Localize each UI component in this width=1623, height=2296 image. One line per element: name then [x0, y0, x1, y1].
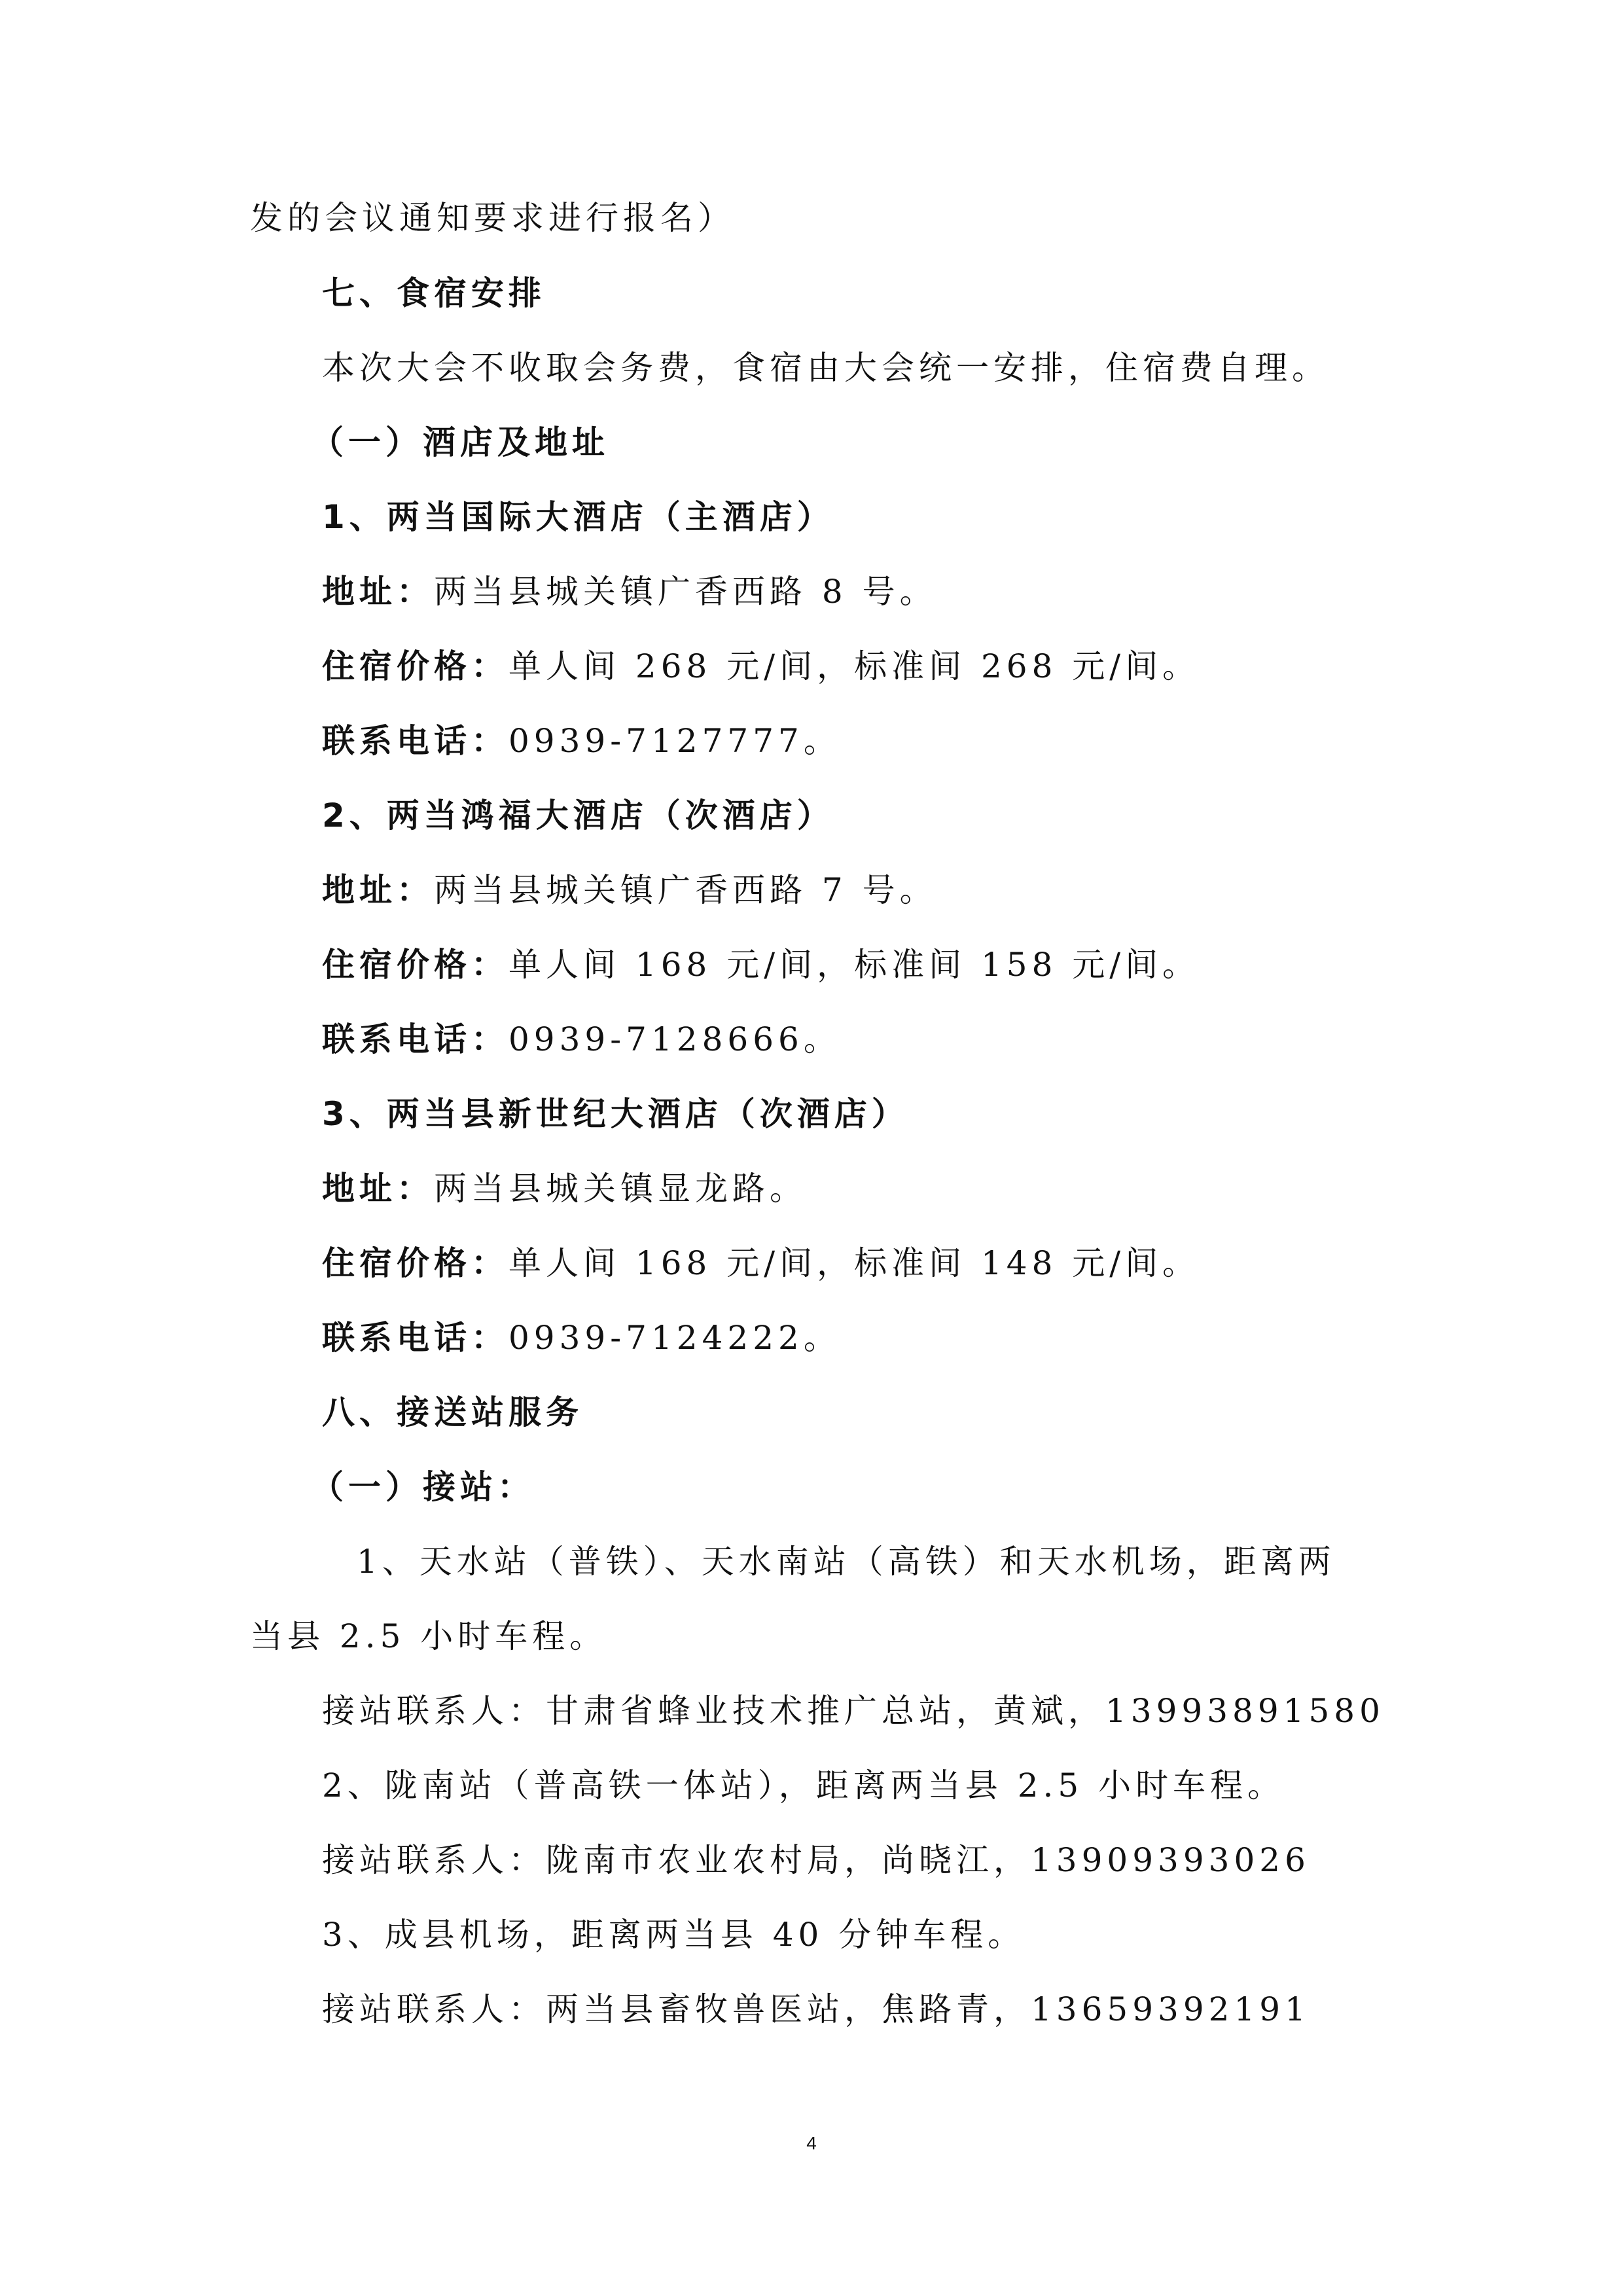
phone-label: 联系电话：	[322, 1319, 508, 1357]
hotel-2-name: 2、两当鸿福大酒店（次酒店）	[322, 797, 834, 834]
pickup-3-contact: 接站联系人：两当县畜牧兽医站，焦路青，13659392191	[322, 1990, 1310, 2028]
price-label: 住宿价格：	[322, 946, 508, 984]
address-value: 两当县城关镇广香西路 7 号。	[434, 871, 937, 909]
hotel-3-name: 3、两当县新世纪大酒店（次酒店）	[322, 1095, 909, 1133]
price-value: 单人间 268 元/间，标准间 268 元/间。	[508, 647, 1200, 685]
subheading-pickup: （一）接站：	[311, 1468, 535, 1506]
address-value: 两当县城关镇广香西路 8 号。	[434, 573, 937, 611]
hotel-1-phone	[322, 718, 841, 764]
hotel-2-address	[322, 867, 937, 913]
section-heading-transfer: 八、接送站服务	[322, 1393, 583, 1431]
price-value: 单人间 168 元/间，标准间 148 元/间。	[508, 1244, 1200, 1282]
pickup-1-contact: 接站联系人：甘肃省蜂业技术推广总站，黄斌，13993891580	[322, 1692, 1385, 1730]
price-value: 单人间 168 元/间，标准间 158 元/间。	[508, 946, 1200, 984]
pickup-3-description: 3、成县机场，距离两当县 40 分钟车程。	[322, 1916, 1026, 1954]
address-label: 地址：	[322, 573, 434, 611]
address-label: 地址：	[322, 1170, 434, 1208]
hotel-3-price	[322, 1240, 1200, 1286]
hotel-1-price	[322, 643, 1200, 689]
hotel-1-address	[322, 569, 937, 615]
pickup-2-contact: 接站联系人：陇南市农业农村局，尚晓江，13909393026	[322, 1841, 1310, 1879]
hotel-2-phone	[322, 1016, 841, 1062]
price-label: 住宿价格：	[322, 1244, 508, 1282]
subheading-hotels: （一）酒店及地址	[311, 423, 609, 461]
hotel-3-address	[322, 1166, 807, 1211]
phone-label: 联系电话：	[322, 722, 508, 760]
section-heading-lodging: 七、食宿安排	[322, 274, 546, 312]
address-value: 两当县城关镇显龙路。	[434, 1170, 807, 1208]
page-number: 4	[806, 2133, 817, 2153]
address-label: 地址：	[322, 871, 434, 909]
hotel-1-name: 1、两当国际大酒店（主酒店）	[322, 498, 834, 536]
phone-label: 联系电话：	[322, 1020, 508, 1058]
phone-value: 0939-7127777。	[508, 722, 841, 760]
continuation-line: 发的会议通知要求进行报名）	[250, 199, 735, 237]
lodging-summary: 本次大会不收取会务费，食宿由大会统一安排，住宿费自理。	[322, 349, 1329, 387]
phone-value: 0939-7124222。	[508, 1319, 841, 1357]
hotel-2-price	[322, 942, 1200, 988]
pickup-1-description: 1、天水站（普铁）、天水南站（高铁）和天水机场，距离两	[357, 1543, 1336, 1581]
phone-value: 0939-7128666。	[508, 1020, 841, 1058]
pickup-1-description-cont: 当县 2.5 小时车程。	[250, 1617, 607, 1655]
pickup-2-description: 2、陇南站（普高铁一体站），距离两当县 2.5 小时车程。	[322, 1767, 1285, 1804]
hotel-3-phone	[322, 1315, 841, 1361]
price-label: 住宿价格：	[322, 647, 508, 685]
